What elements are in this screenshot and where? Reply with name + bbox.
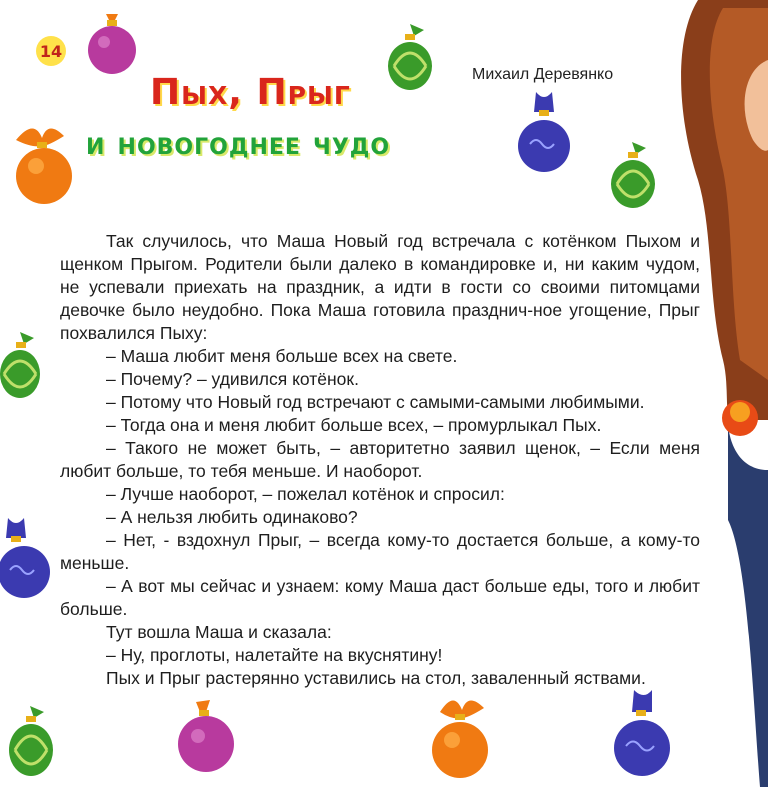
author-name: Михаил Деревянко: [472, 66, 614, 83]
dialogue-line: – Такого не может быть, – авторитетно заявил щенок, – Если меня любит больше, то тебя меньше. И наоборот.: [60, 438, 700, 481]
dialogue-line: – Маша любит меня больше всех на свете.: [106, 346, 458, 366]
ornament-purple-icon: [176, 698, 238, 778]
page-number-badge: 14: [36, 36, 66, 66]
ornament-green-icon: [604, 140, 662, 210]
ornament-orange-icon: [420, 690, 500, 782]
dialogue-line: – А нельзя любить одинаково?: [106, 507, 358, 527]
paragraph: Пых и Прыг растерянно уставились на стол, заваленный яствами.: [106, 668, 646, 688]
paragraph: Так случилось, что Маша Новый год встречала с котёнком Пыхом и щенком Прыгом. Родители были далеко в командировке и, ни каким чудом, не успевали приехать на праздник, а идти в гости со своими питомцами девочке было неудобно. Пока Маша готовила празднич-ное угощение, Прыг похвалился Пыху:: [60, 231, 700, 343]
dialogue-line: – Ну, проглоты, налетайте на вкуснятину!: [106, 645, 443, 665]
ornament-purple-icon: [82, 8, 142, 76]
ornament-orange-icon: [8, 118, 80, 210]
title-line-2: и новогоднее чудо: [86, 124, 391, 162]
dialogue-line: – А вот мы сейчас и узнаем: кому Маша даст больше еды, того и любит больше.: [60, 576, 700, 619]
ornament-green-icon: [0, 330, 42, 400]
ornament-blue-icon: [512, 88, 576, 176]
title-line-1: Пых, Прыг: [150, 72, 351, 113]
dialogue-line: – Тогда она и меня любит больше всех, – промурлыкал Пых.: [106, 415, 602, 435]
ornament-green-icon: [380, 20, 440, 92]
ornament-green-icon: [4, 704, 58, 782]
dialogue-line: – Потому что Новый год встречают с самыми-самыми любимыми.: [106, 392, 645, 412]
dialogue-line: – Лучше наоборот, – пожелал котёнок и спросил:: [106, 484, 505, 504]
dialogue-line: – Нет, - вздохнул Прыг, – всегда кому-то достается больше, а кому-то меньше.: [60, 530, 700, 573]
ornament-blue-icon: [604, 686, 676, 782]
story-text: [60, 230, 700, 690]
ornament-blue-icon: [0, 514, 54, 602]
paragraph: Тут вошла Маша и сказала:: [106, 622, 332, 642]
dialogue-line: – Почему? – удивился котёнок.: [106, 369, 359, 389]
